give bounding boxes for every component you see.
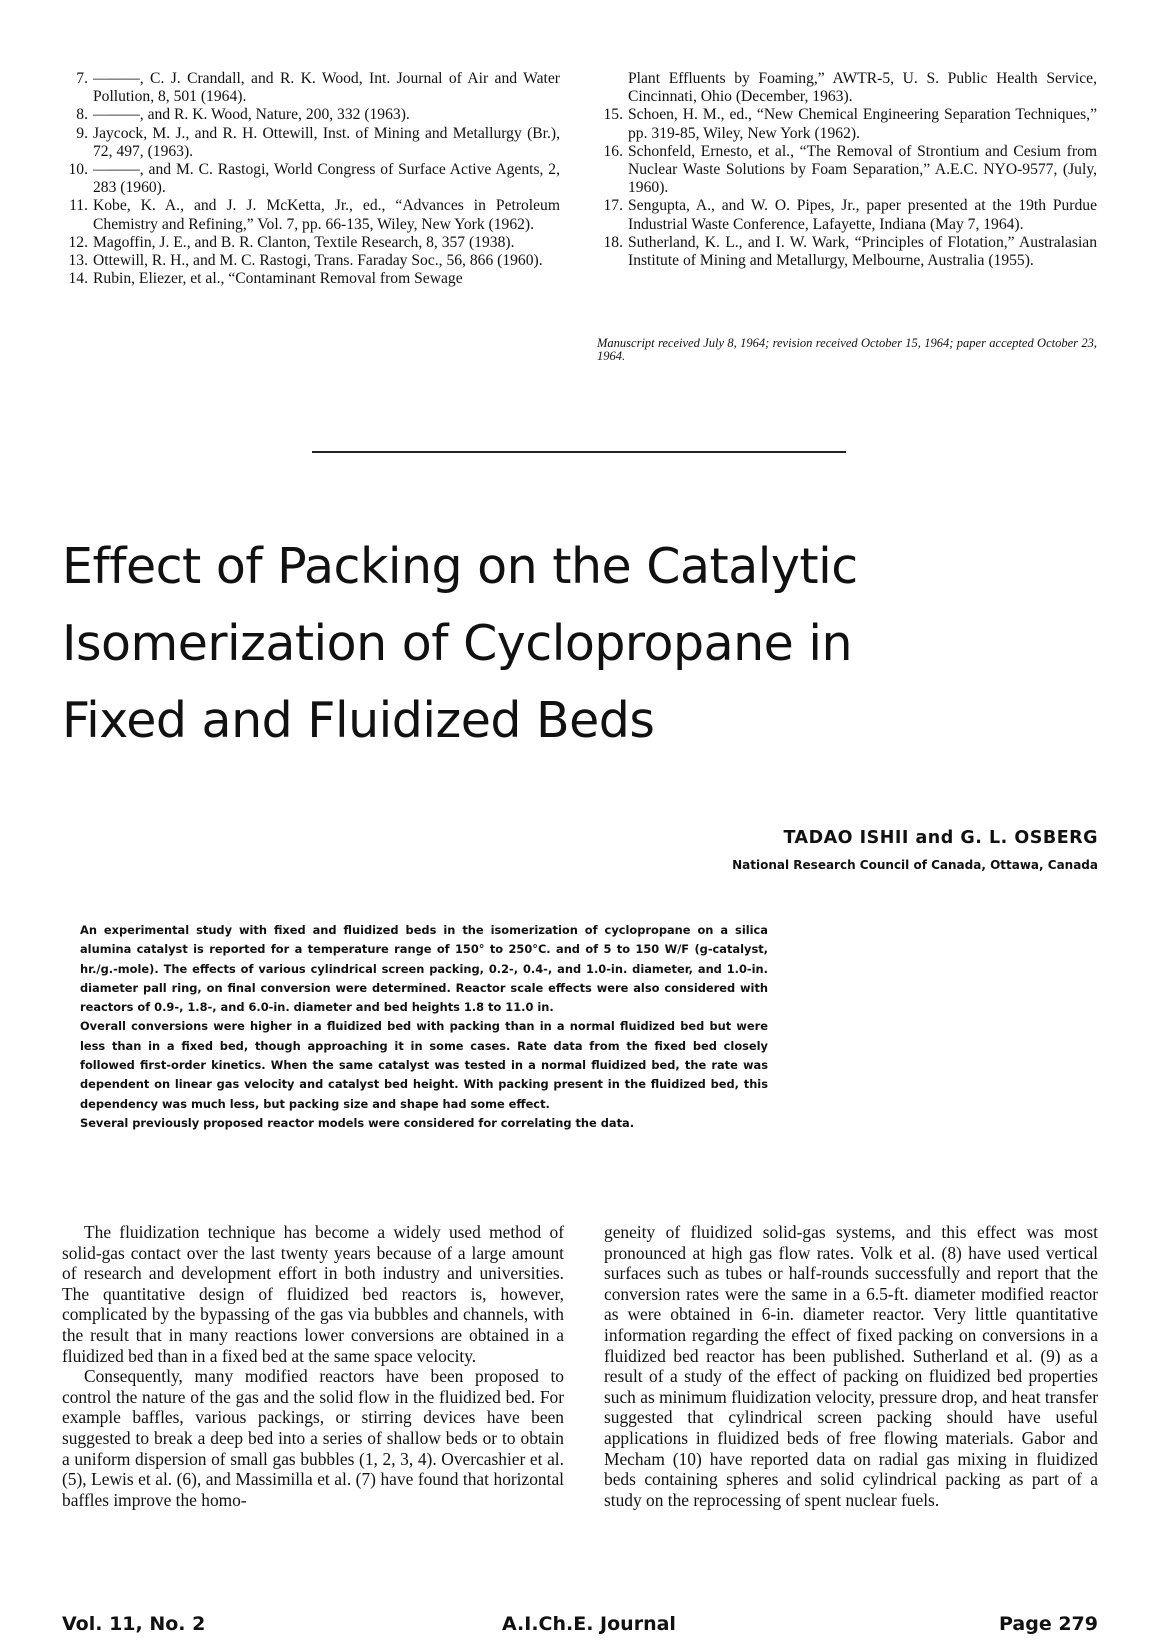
abstract-paragraph: Several previously proposed reactor models were considered for correlating the data.: [80, 1115, 635, 1130]
reference-entry: [597, 234, 1097, 270]
reference-number: 18.: [603, 233, 623, 251]
reference-number: 7.: [76, 70, 88, 87]
reference-number: 11.: [69, 197, 88, 215]
title-line: Effect of Packing on the Catalytic: [62, 538, 858, 595]
reference-text: Ottewill, R. H., and M. C. Rastogi, Trans. Faraday Soc., 56, 866 (1960).: [93, 252, 543, 270]
reference-number: 15.: [603, 106, 623, 124]
article-title: [62, 528, 1062, 759]
reference-text: ———, and M. C. Rastogi, World Congress of Surface Active Agents, 2, 283 (1960).: [93, 161, 560, 197]
abstract-paragraph: Overall conversions were higher in a fluidized bed with packing than in a normal fluidized bed but were less than in a fixed bed, though approaching it in some cases. Rate data from the fixed bed closely followed first-order kinetics. When the same catalyst was tested in a normal fluidized bed, the rate was dependent on linear gas velocity and catalyst bed height. With packing present in the fluidized bed, this dependency was much less, but packing size and shape had some effect.: [80, 1019, 768, 1111]
reference-number: 17.: [603, 197, 623, 215]
reference-number: 8.: [76, 106, 88, 124]
reference-number: 10.: [68, 161, 88, 179]
reference-text: Sutherland, K. L., and I. W. Wark, “Principles of Flotation,” Australasian Institute of Mining and Metallurgy, Melbourne, Australia (1955).: [628, 233, 1097, 270]
references-left-column: [62, 70, 560, 288]
reference-number: 12.: [68, 233, 88, 251]
abstract-paragraph: An experimental study with fixed and fluidized beds in the isomerization of cyclopropane on a silica alumina catalyst is reported for a temperature range of 150° to 250°C. and of 5 to 150 W/F (g-catalyst, hr./g.-mole). The effects of various cylindrical screen packing, 0.2-, 0.4-, and 1.0-in. diameter, and 1.0-in. diameter pall ring, on final conversion were determined. Reactor scale effects were also considered with reactors of 0.9-, 1.8-, and 6.0-in. diameter and bed heights 1.8 to 11.0 in.: [80, 923, 768, 1015]
body-paragraph: geneity of fluidized solid-gas systems, and this effect was most pronounced at high gas flow rates. Volk et al. (8) have used vertical surfaces such as tubes or half-rounds successfully and report that the conversion rates were the same in a 6.5-ft. diameter modified reactor as were obtained in 6-in. diameter reactor. Very little quantitative information regarding the effect of fixed packing on conversions in a fluidized bed reactor has been published. Sutherland et al. (9) as a result of a study of the effect of packing on fluidized bed properties such as minimum fluidization velocity, pressure drop, and heat transfer suggested that cylindrical screen packing should have useful applications in fluidized beds of free flowing materials. Gabor and Mecham (10) have reported data on radial gas mixing in fluidized beds containing spheres and solid cylindrical packing as part of a study on the reprocessing of spent nuclear fuels.: [604, 1222, 1098, 1510]
reference-text: ———, and R. K. Wood, Nature, 200, 332 (1963).: [93, 106, 410, 124]
footer-journal: A.I.Ch.E. Journal: [502, 1613, 676, 1635]
reference-continuation: Plant Effluents by Foaming,” AWTR-5, U. S. Public Health Service, Cincinnati, Ohio (December, 1963).: [628, 70, 1097, 106]
body-paragraph: Consequently, many modified reactors have been proposed to control the nature of the gas and the solid flow in the fluidized bed. For example baffles, various packings, or stirring devices have been suggested to break a deep bed into a series of shallow beds or to obtain a uniform dispersion of small gas bubbles (1, 2, 3, 4). Overcashier et al. (5), Lewis et al. (6), and Massimilla et al. (7) have found that horizontal baffles improve the homo-: [62, 1366, 564, 1510]
reference-text: Rubin, Eliezer, et al., “Contaminant Removal from Sewage: [93, 270, 463, 288]
reference-number: 14.: [68, 270, 88, 288]
reference-text: Kobe, K. A., and J. J. McKetta, Jr., ed., “Advances in Petroleum Chemistry and Refining,” Vol. 7, pp. 66-135, Wiley, New York (1962).: [93, 197, 560, 233]
title-line: Isomerization of Cyclopropane in: [62, 615, 853, 672]
reference-entry: [62, 234, 560, 252]
reference-number: 9.: [76, 124, 88, 142]
reference-entry: [62, 270, 560, 288]
reference-entry: [62, 161, 560, 197]
article-authors: TADAO ISHII and G. L. OSBERG: [783, 828, 1098, 848]
section-divider: [312, 451, 846, 453]
reference-entry: [62, 125, 560, 161]
reference-text: Jaycock, M. J., and R. H. Ottewill, Inst. of Mining and Metallurgy (Br.), 72, 497, (1963).: [93, 124, 560, 160]
body-paragraph: The fluidization technique has become a widely used method of solid-gas contact over the last twenty years because of a large amount of research and development effort in both industry and universities. The quantitative design of fluidized bed reactors is, however, complicated by the bypassing of the gas via bubbles and channels, with the result that in many reactions lower conversions are obtained in a fluidized bed than in a fixed bed at the same space velocity.: [62, 1222, 564, 1366]
reference-text: Sengupta, A., and W. O. Pipes, Jr., paper presented at the 19th Purdue Industrial Waste Conference, Lafayette, Indiana (May 7, 1964).: [628, 197, 1097, 233]
reference-entry: [62, 70, 560, 106]
reference-text: Schonfeld, Ernesto, et al., “The Removal of Strontium and Cesium from Nuclear Waste Solutions by Foam Separation,” A.E.C. NYO-9577, (July, 1960).: [628, 142, 1097, 197]
reference-entry: [597, 197, 1097, 233]
title-line: Fixed and Fluidized Beds: [62, 692, 655, 749]
body-right-column: [604, 1222, 1098, 1510]
reference-text: Magoffin, J. E., and B. R. Clanton, Textile Research, 8, 357 (1938).: [93, 233, 515, 251]
reference-entry: [62, 106, 560, 124]
references-right-column: [597, 70, 1097, 270]
body-left-column: [62, 1222, 564, 1510]
reference-number: 16.: [603, 142, 623, 160]
reference-entry: [62, 197, 560, 233]
author-affiliation: National Research Council of Canada, Ottawa, Canada: [732, 858, 1098, 872]
reference-text: ———, C. J. Crandall, and R. K. Wood, Int. Journal of Air and Water Pollution, 8, 501 (1964).: [93, 70, 560, 106]
footer-volume: Vol. 11, No. 2: [62, 1613, 206, 1635]
reference-entry: [597, 106, 1097, 142]
abstract: [80, 921, 768, 1133]
footer-page-number: Page 279: [999, 1613, 1098, 1635]
reference-entry: [62, 252, 560, 270]
manuscript-dates-note: Manuscript received July 8, 1964; revision received October 15, 1964; paper accepted October 23, 1964.: [597, 336, 1097, 363]
reference-entry: [597, 143, 1097, 198]
reference-text: Schoen, H. M., ed., “New Chemical Engineering Separation Techniques,” pp. 319-85, Wiley, New York (1962).: [628, 106, 1097, 142]
reference-number: 13.: [68, 252, 88, 270]
